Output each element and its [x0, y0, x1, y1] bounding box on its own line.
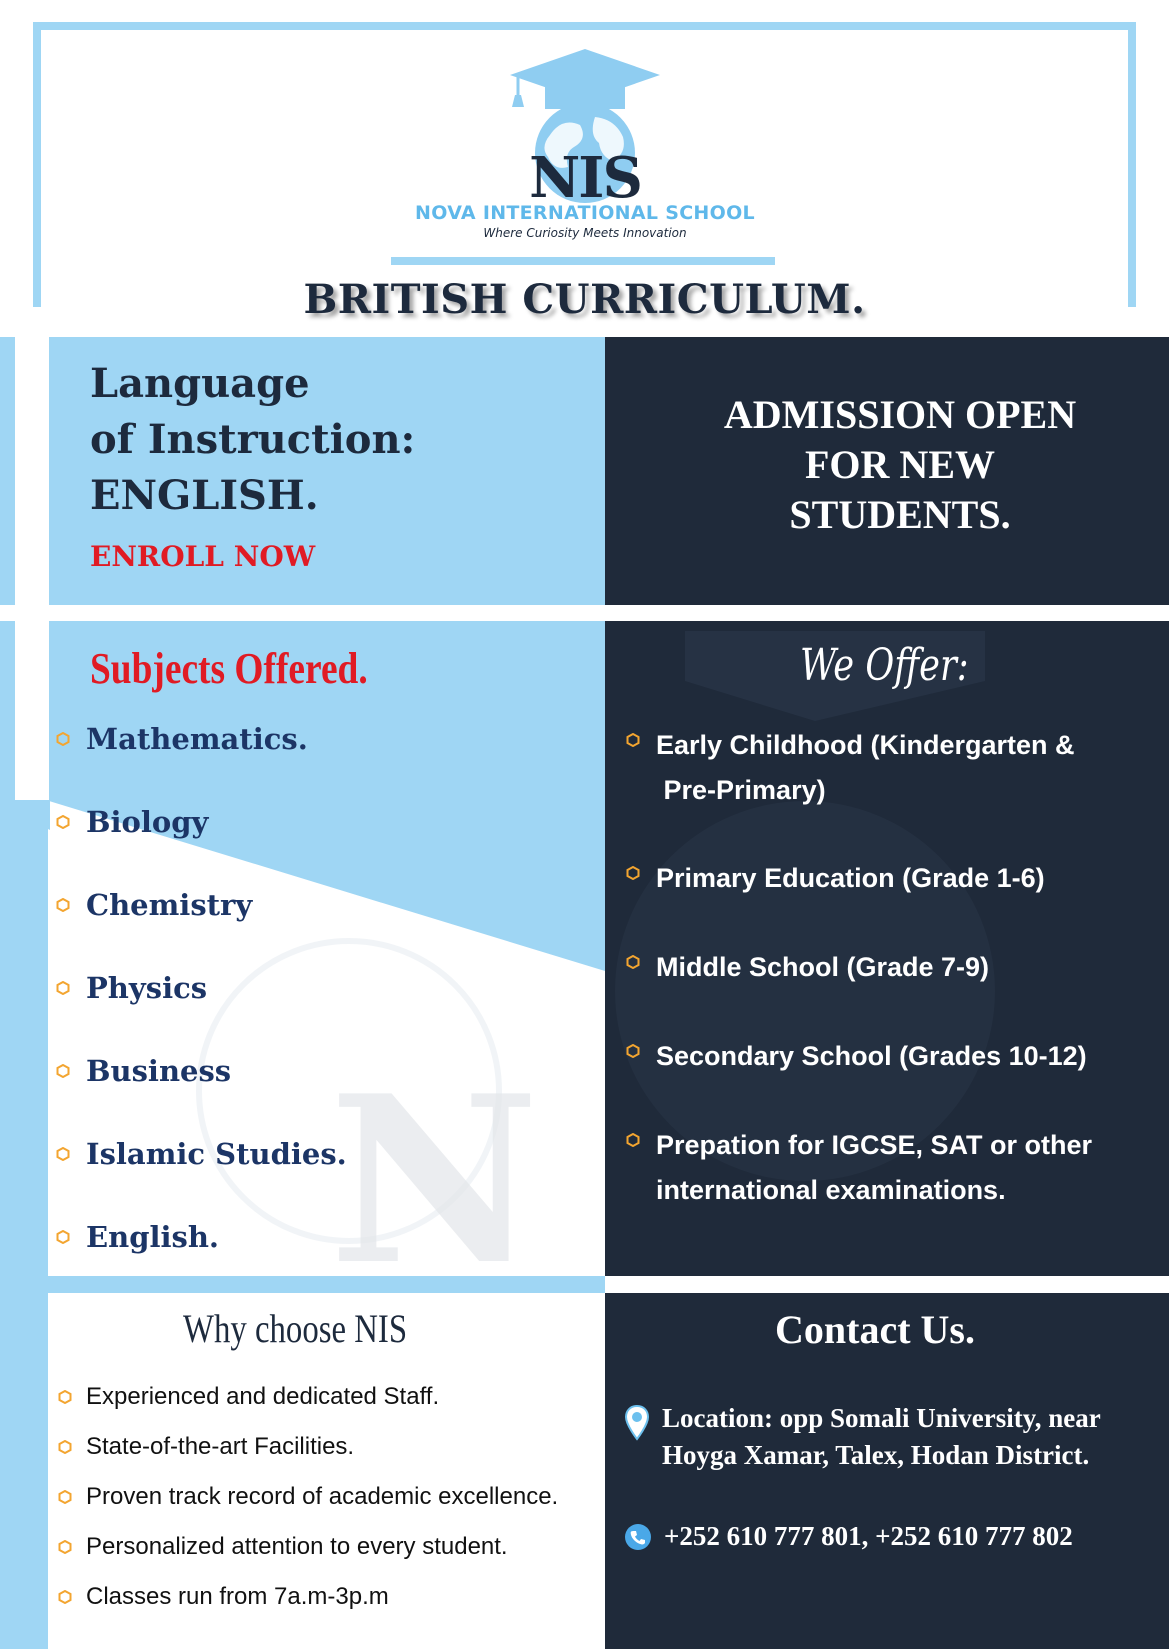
location-line: Location: opp Somali University, near [662, 1403, 1101, 1433]
contact-location [624, 1400, 1101, 1474]
section-divider [0, 1276, 605, 1293]
location-line: Hoyga Xamar, Talex, Hodan District. [662, 1440, 1090, 1470]
subject-label: Business [86, 1054, 232, 1088]
list-item [56, 1137, 347, 1171]
phone-icon [624, 1523, 652, 1551]
left-accent-strip [0, 337, 15, 605]
logo-underline [391, 257, 775, 265]
language-line: ENGLISH. [90, 472, 319, 519]
subject-label: Islamic Studies. [86, 1137, 347, 1171]
hexagon-bullet-icon [56, 1147, 70, 1161]
phone-text: +252 610 777 801, +252 610 777 802 [664, 1521, 1073, 1551]
list-item [626, 945, 1156, 990]
list-item [58, 1483, 558, 1511]
subject-label: Biology [86, 805, 209, 839]
subject-label: Chemistry [86, 888, 253, 922]
hexagon-bullet-icon [626, 866, 640, 880]
list-item [58, 1533, 508, 1561]
list-item [626, 856, 1156, 901]
school-name: NOVA INTERNATIONAL SCHOOL [415, 202, 755, 224]
reason-label: State-of-the-art Facilities. [86, 1433, 355, 1460]
school-tagline: Where Curiosity Meets Innovation [483, 226, 687, 240]
hexagon-bullet-icon [58, 1440, 72, 1454]
contact-phone [624, 1518, 1073, 1555]
school-logo [380, 45, 790, 275]
left-accent-strip [0, 621, 15, 806]
we-offer-title: We Offer: [800, 640, 969, 691]
curriculum-heading: BRITISH CURRICULUM. [303, 276, 866, 323]
language-of-instruction [90, 356, 415, 524]
hexagon-bullet-icon [58, 1590, 72, 1604]
offer-label [656, 723, 1075, 813]
hexagon-bullet-icon [56, 732, 70, 746]
offer-label: Middle School (Grade 7-9) [656, 952, 990, 982]
enroll-now-text: ENROLL NOW [90, 540, 316, 573]
reason-label: Classes run from 7a.m-3p.m [86, 1583, 389, 1610]
logo-letters: NIS [529, 145, 641, 211]
svg-text:N: N [329, 1046, 540, 1276]
reason-label: Proven track record of academic excellence. [86, 1483, 559, 1510]
offer-label: Primary Education (Grade 1-6) [656, 863, 1045, 893]
offer-line: Pre-Primary) [656, 775, 826, 805]
why-choose-title: Why choose NIS [183, 1306, 408, 1351]
hexagon-bullet-icon [58, 1490, 72, 1504]
diagonal-blue-shape [0, 800, 50, 830]
reason-label: Personalized attention to every student. [86, 1533, 508, 1560]
list-item [58, 1433, 354, 1461]
list-item [626, 723, 1156, 813]
hexagon-bullet-icon [56, 1064, 70, 1078]
list-item [626, 1034, 1156, 1079]
reason-label: Experienced and dedicated Staff. [86, 1383, 440, 1410]
list-item [56, 805, 208, 839]
subjects-title: Subjects Offered. [90, 644, 368, 693]
left-accent-strip [0, 806, 48, 1649]
diagonal-blue-shape [49, 621, 605, 1276]
hexagon-bullet-icon [56, 815, 70, 829]
list-item [56, 1220, 219, 1254]
list-item [56, 888, 252, 922]
offer-label [656, 1123, 1092, 1213]
hexagon-bullet-icon [626, 1133, 640, 1147]
list-item [58, 1383, 439, 1411]
hexagon-bullet-icon [626, 733, 640, 747]
offer-line: Early Childhood (Kindergarten & [656, 730, 1075, 760]
admission-line: ADMISSION OPEN [723, 392, 1077, 437]
hexagon-bullet-icon [56, 898, 70, 912]
offer-line: international examinations. [656, 1175, 1006, 1205]
hexagon-bullet-icon [58, 1540, 72, 1554]
contact-title: Contact Us. [775, 1307, 975, 1352]
list-item [56, 1054, 231, 1088]
list-item [626, 1123, 1156, 1213]
location-pin-icon [624, 1404, 650, 1442]
hexagon-bullet-icon [626, 955, 640, 969]
list-item [56, 722, 308, 756]
hexagon-bullet-icon [56, 981, 70, 995]
language-line: Language [90, 360, 310, 407]
admission-line: STUDENTS. [789, 492, 1011, 537]
subject-label: English. [86, 1220, 220, 1254]
hexagon-bullet-icon [58, 1390, 72, 1404]
subject-label: Mathematics. [86, 722, 308, 756]
hexagon-bullet-icon [56, 1230, 70, 1244]
subjects-panel [49, 621, 605, 1276]
list-item [56, 971, 207, 1005]
subject-label: Physics [86, 971, 208, 1005]
hexagon-bullet-icon [626, 1044, 640, 1058]
offer-line: Prepation for IGCSE, SAT or other [656, 1130, 1093, 1160]
list-item [58, 1583, 389, 1611]
offer-label: Secondary School (Grades 10-12) [656, 1041, 1087, 1071]
admission-open-text [605, 390, 1169, 540]
location-text [662, 1400, 1101, 1474]
admission-line: FOR NEW [805, 442, 995, 487]
language-line: of Instruction: [90, 416, 416, 463]
